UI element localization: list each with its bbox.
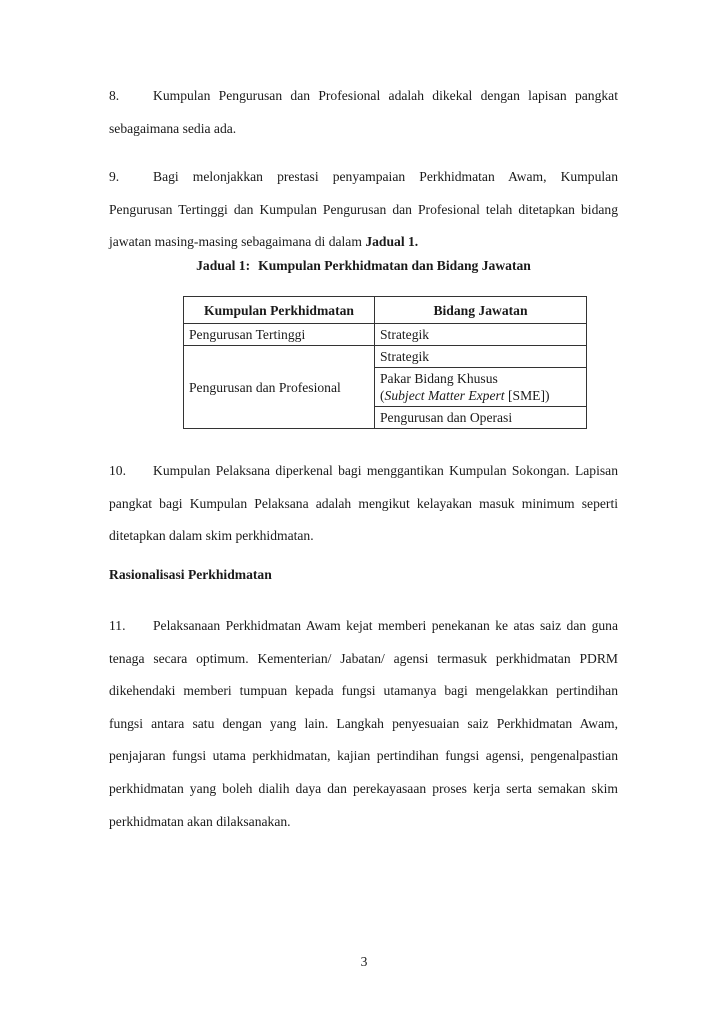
page-number: 3 xyxy=(360,954,368,969)
paragraph-text: Kumpulan Pelaksana diperkenal bagi menggantikan Kumpulan Sokongan. Lapisan pangkat bagi Kumpulan Pelaksana adalah mengikut kelayakan masuk minimum seperti ditetapkan dalam skim perkhidmatan. xyxy=(109,463,618,544)
paragraph-11 xyxy=(109,610,618,838)
table-row xyxy=(184,346,587,368)
field-line: Pakar Bidang Khusus xyxy=(380,371,498,386)
field-open-paren: ( xyxy=(380,388,385,403)
paragraph-8 xyxy=(109,80,618,145)
field-abbreviation: [SME]) xyxy=(504,388,550,403)
paragraph-number: 10. xyxy=(109,463,126,478)
table-header-cell: Kumpulan Perkhidmatan xyxy=(184,297,375,324)
table-cell-field: Pengurusan dan Operasi xyxy=(375,407,587,429)
paragraph-9 xyxy=(109,161,618,259)
table-header-cell: Bidang Jawatan xyxy=(375,297,587,324)
paragraph-number: 11. xyxy=(109,618,126,633)
table-caption-number: Jadual 1: xyxy=(196,258,251,273)
paragraph-10 xyxy=(109,455,618,553)
table-caption-title: Kumpulan Perkhidmatan dan Bidang Jawatan xyxy=(258,258,531,273)
service-groups-table xyxy=(183,296,587,429)
paragraph-number: 9. xyxy=(109,169,120,184)
table-cell-field: Strategik xyxy=(375,324,587,346)
paragraph-text: Bagi melonjakkan prestasi penyampaian Perkhidmatan Awam, Kumpulan Pengurusan Tertinggi dan Kumpulan Pengurusan dan Profesional telah ditetapkan bidang jawatan masing-masing sebagaimana di dalam xyxy=(109,169,618,250)
table-reference: Jadual 1. xyxy=(365,234,419,250)
table-cell-group: Pengurusan dan Profesional xyxy=(184,346,375,429)
table-cell-group: Pengurusan Tertinggi xyxy=(184,324,375,346)
paragraph-number: 8. xyxy=(109,88,120,103)
table-row xyxy=(184,324,587,346)
paragraph-text: Kumpulan Pengurusan dan Profesional adalah dikekal dengan lapisan pangkat sebagaimana sedia ada. xyxy=(109,88,618,136)
table-header-row xyxy=(184,297,587,324)
table-cell-field: Strategik xyxy=(375,346,587,368)
table-caption xyxy=(109,257,618,275)
field-italic-term: Subject Matter Expert xyxy=(384,388,505,403)
section-heading: Rasionalisasi Perkhidmatan xyxy=(109,567,272,582)
table-cell-field xyxy=(375,368,587,407)
paragraph-text: Pelaksanaan Perkhidmatan Awam kejat memberi penekanan ke atas saiz dan guna tenaga secara optimum. Kementerian/ Jabatan/ agensi termasuk perkhidmatan PDRM dikehendaki memberi tumpuan kepada fungsi utamanya bagi mengelakkan pertindihan fungsi antara satu dengan yang lain. Langkah penyesuaian saiz Perkhidmatan Awam, penjajaran fungsi utama perkhidmatan, kajian pertindihan fungsi agensi, pengenalpastian perkhidmatan yang boleh dialih daya dan perekayasaan proses kerja serta semakan skim perkhidmatan akan dilaksanakan. xyxy=(109,618,618,829)
